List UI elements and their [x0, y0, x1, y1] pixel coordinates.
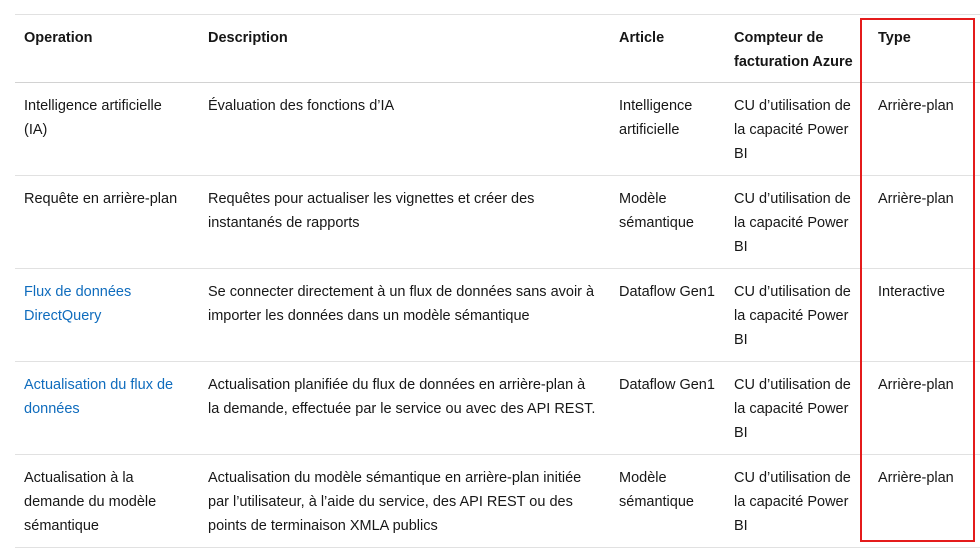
operation-link-dataflow-directquery[interactable]: Flux de données DirectQuery — [24, 284, 132, 324]
description-cell: Actualisation du modèle sémantique en arrière-plan initiée par l’utilisateur, à l’aide du service, des API REST ou des points de terminaison XMLA publics — [208, 470, 582, 534]
article-cell: Modèle sémantique — [619, 191, 694, 231]
type-cell: Interactive — [878, 284, 945, 300]
type-cell: Arrière-plan — [878, 191, 954, 207]
operation-link-dataflow-refresh[interactable]: Actualisation du flux de données — [24, 377, 174, 417]
header-billing-meter: Compteur de facturation Azure — [734, 30, 853, 70]
header-type: Type — [878, 30, 911, 46]
table-header-row — [15, 15, 980, 83]
operation-cell — [15, 362, 199, 455]
meter-cell: CU d’utilisation de la capacité Power BI — [734, 377, 851, 441]
operations-table-container — [15, 14, 980, 548]
table-row — [15, 269, 980, 362]
article-cell: Modèle sémantique — [619, 470, 694, 510]
article-cell: Dataflow Gen1 — [619, 284, 715, 300]
type-cell: Arrière-plan — [878, 470, 954, 486]
table-row — [15, 362, 980, 455]
description-cell: Évaluation des fonctions d’IA — [208, 98, 395, 114]
article-cell: Dataflow Gen1 — [619, 377, 715, 393]
article-cell: Intelligence artificielle — [619, 98, 693, 138]
operations-table — [15, 14, 980, 548]
operation-cell: Intelligence artificielle (IA) — [24, 98, 162, 138]
meter-cell: CU d’utilisation de la capacité Power BI — [734, 191, 851, 255]
type-cell: Arrière-plan — [878, 377, 954, 393]
meter-cell: CU d’utilisation de la capacité Power BI — [734, 470, 851, 534]
header-description: Description — [208, 30, 288, 46]
header-operation: Operation — [24, 30, 93, 46]
header-article: Article — [619, 30, 665, 46]
operation-cell — [15, 269, 199, 362]
type-cell: Arrière-plan — [878, 98, 954, 114]
operation-cell: Requête en arrière-plan — [24, 191, 178, 207]
operation-cell: Actualisation à la demande du modèle sémantique — [24, 470, 157, 534]
description-cell: Se connecter directement à un flux de données sans avoir à importer les données dans un modèle sémantique — [208, 284, 595, 324]
description-cell: Requêtes pour actualiser les vignettes et créer des instantanés de rapports — [208, 191, 535, 231]
table-row — [15, 83, 980, 176]
meter-cell: CU d’utilisation de la capacité Power BI — [734, 98, 851, 162]
table-row — [15, 455, 980, 548]
description-cell: Actualisation planifiée du flux de données en arrière-plan à la demande, effectuée par le service ou avec des API REST. — [208, 377, 596, 417]
table-row — [15, 176, 980, 269]
meter-cell: CU d’utilisation de la capacité Power BI — [734, 284, 851, 348]
